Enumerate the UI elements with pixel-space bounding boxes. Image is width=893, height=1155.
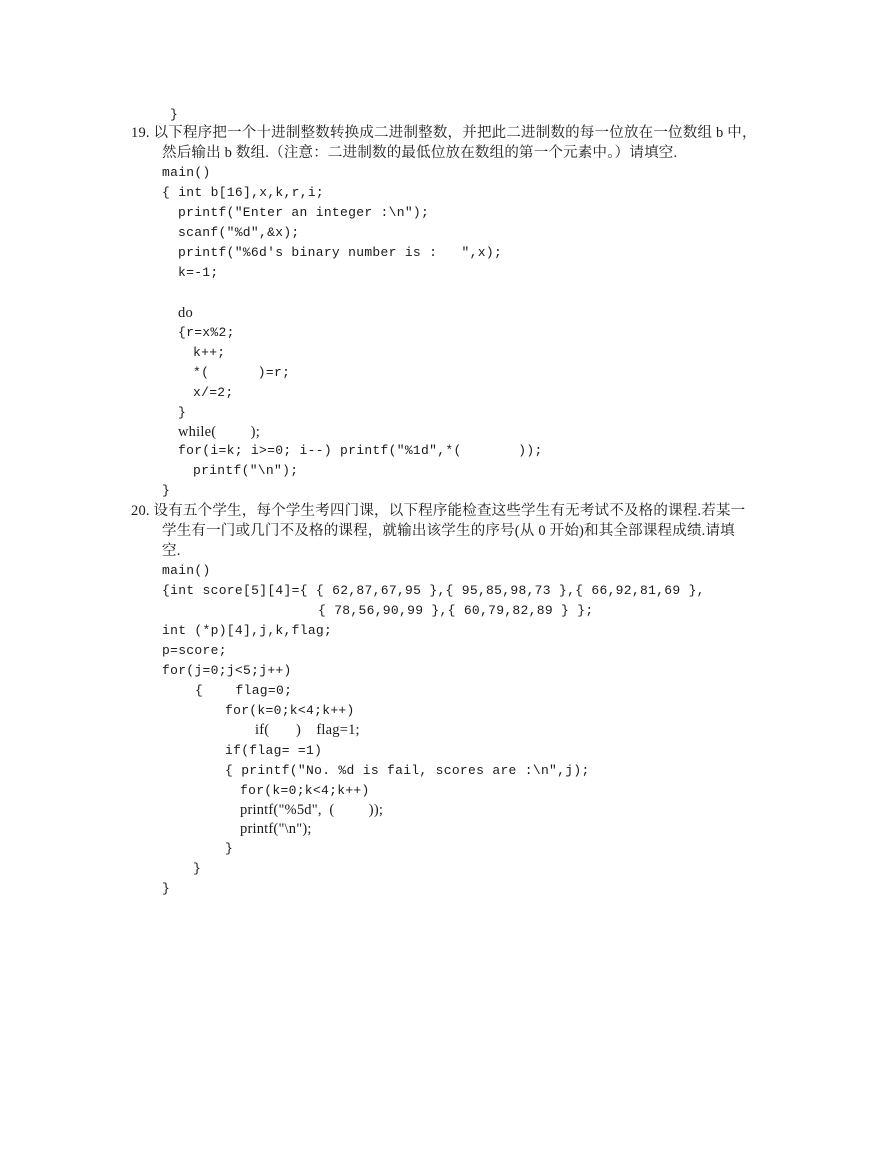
code-line: printf("\n"); bbox=[193, 463, 299, 478]
code-line: { 78,56,90,99 },{ 60,79,82,89 } }; bbox=[318, 603, 594, 618]
code-line-blank: if( ) flag=1; bbox=[255, 722, 360, 738]
code-line: main() bbox=[162, 165, 211, 180]
code-line: if(flag= =1) bbox=[225, 743, 323, 758]
code-line: for(k=0;k<4;k++) bbox=[240, 783, 370, 798]
code-line: for(k=0;k<4;k++) bbox=[225, 703, 355, 718]
code-line: x/=2; bbox=[193, 385, 234, 400]
code-line: {int score[5][4]={ { 62,87,67,95 },{ 95,85,98,73 },{ 66,92,81,69 }, bbox=[162, 583, 705, 598]
code-line-blank: *( )=r; bbox=[193, 365, 291, 380]
code-line: printf("Enter an integer :\n"); bbox=[178, 205, 430, 220]
code-line: main() bbox=[162, 563, 211, 578]
code-line: } bbox=[178, 405, 187, 420]
code-line: { printf("No. %d is fail, scores are :\n",j); bbox=[225, 763, 590, 778]
q20-intro-line-3: 空. bbox=[162, 543, 181, 559]
code-line: { int b[16],x,k,r,i; bbox=[162, 185, 325, 200]
code-line-blank: for(i=k; i>=0; i--) printf("%1d",*( )); bbox=[178, 443, 543, 458]
q19-intro-line-1: 19. 以下程序把一个十进制整数转换成二进制整数，并把此二进制数的每一位放在一位数组 b 中， bbox=[131, 125, 757, 141]
code-line: k=-1; bbox=[178, 265, 219, 280]
code-line: k++; bbox=[193, 345, 226, 360]
code-line: {r=x%2; bbox=[178, 325, 235, 340]
code-line: for(j=0;j<5;j++) bbox=[162, 663, 292, 678]
q20-intro-line-1: 20. 设有五个学生，每个学生考四门课，以下程序能检查这些学生有无考试不及格的课程.若某一 bbox=[131, 503, 746, 519]
code-line-blank: printf("%5d", ( )); bbox=[240, 802, 384, 818]
code-line: int (*p)[4],j,k,flag; bbox=[162, 623, 333, 638]
q19-intro-line-2: 然后输出 b 数组.（注意：二进制数的最低位放在数组的第一个元素中。）请填空. bbox=[162, 145, 678, 161]
code-line: } bbox=[162, 483, 171, 498]
code-line: scanf("%d",&x); bbox=[178, 225, 300, 240]
code-line: printf("%6d's binary number is : ",x); bbox=[178, 245, 503, 260]
q20-intro-line-2: 学生有一门或几门不及格的课程，就输出该学生的序号(从 0 开始)和其全部课程成绩.请填 bbox=[162, 523, 735, 539]
code-line: p=score; bbox=[162, 643, 227, 658]
code-line: printf("\n"); bbox=[240, 821, 312, 837]
code-line: do bbox=[178, 305, 193, 321]
code-line: } bbox=[162, 881, 171, 896]
code-line: { flag=0; bbox=[195, 683, 293, 698]
code-line: } bbox=[193, 861, 202, 876]
code-line-blank: while( ); bbox=[178, 424, 260, 440]
code-line: } bbox=[225, 841, 234, 856]
closing-brace-fragment: } bbox=[170, 107, 179, 122]
